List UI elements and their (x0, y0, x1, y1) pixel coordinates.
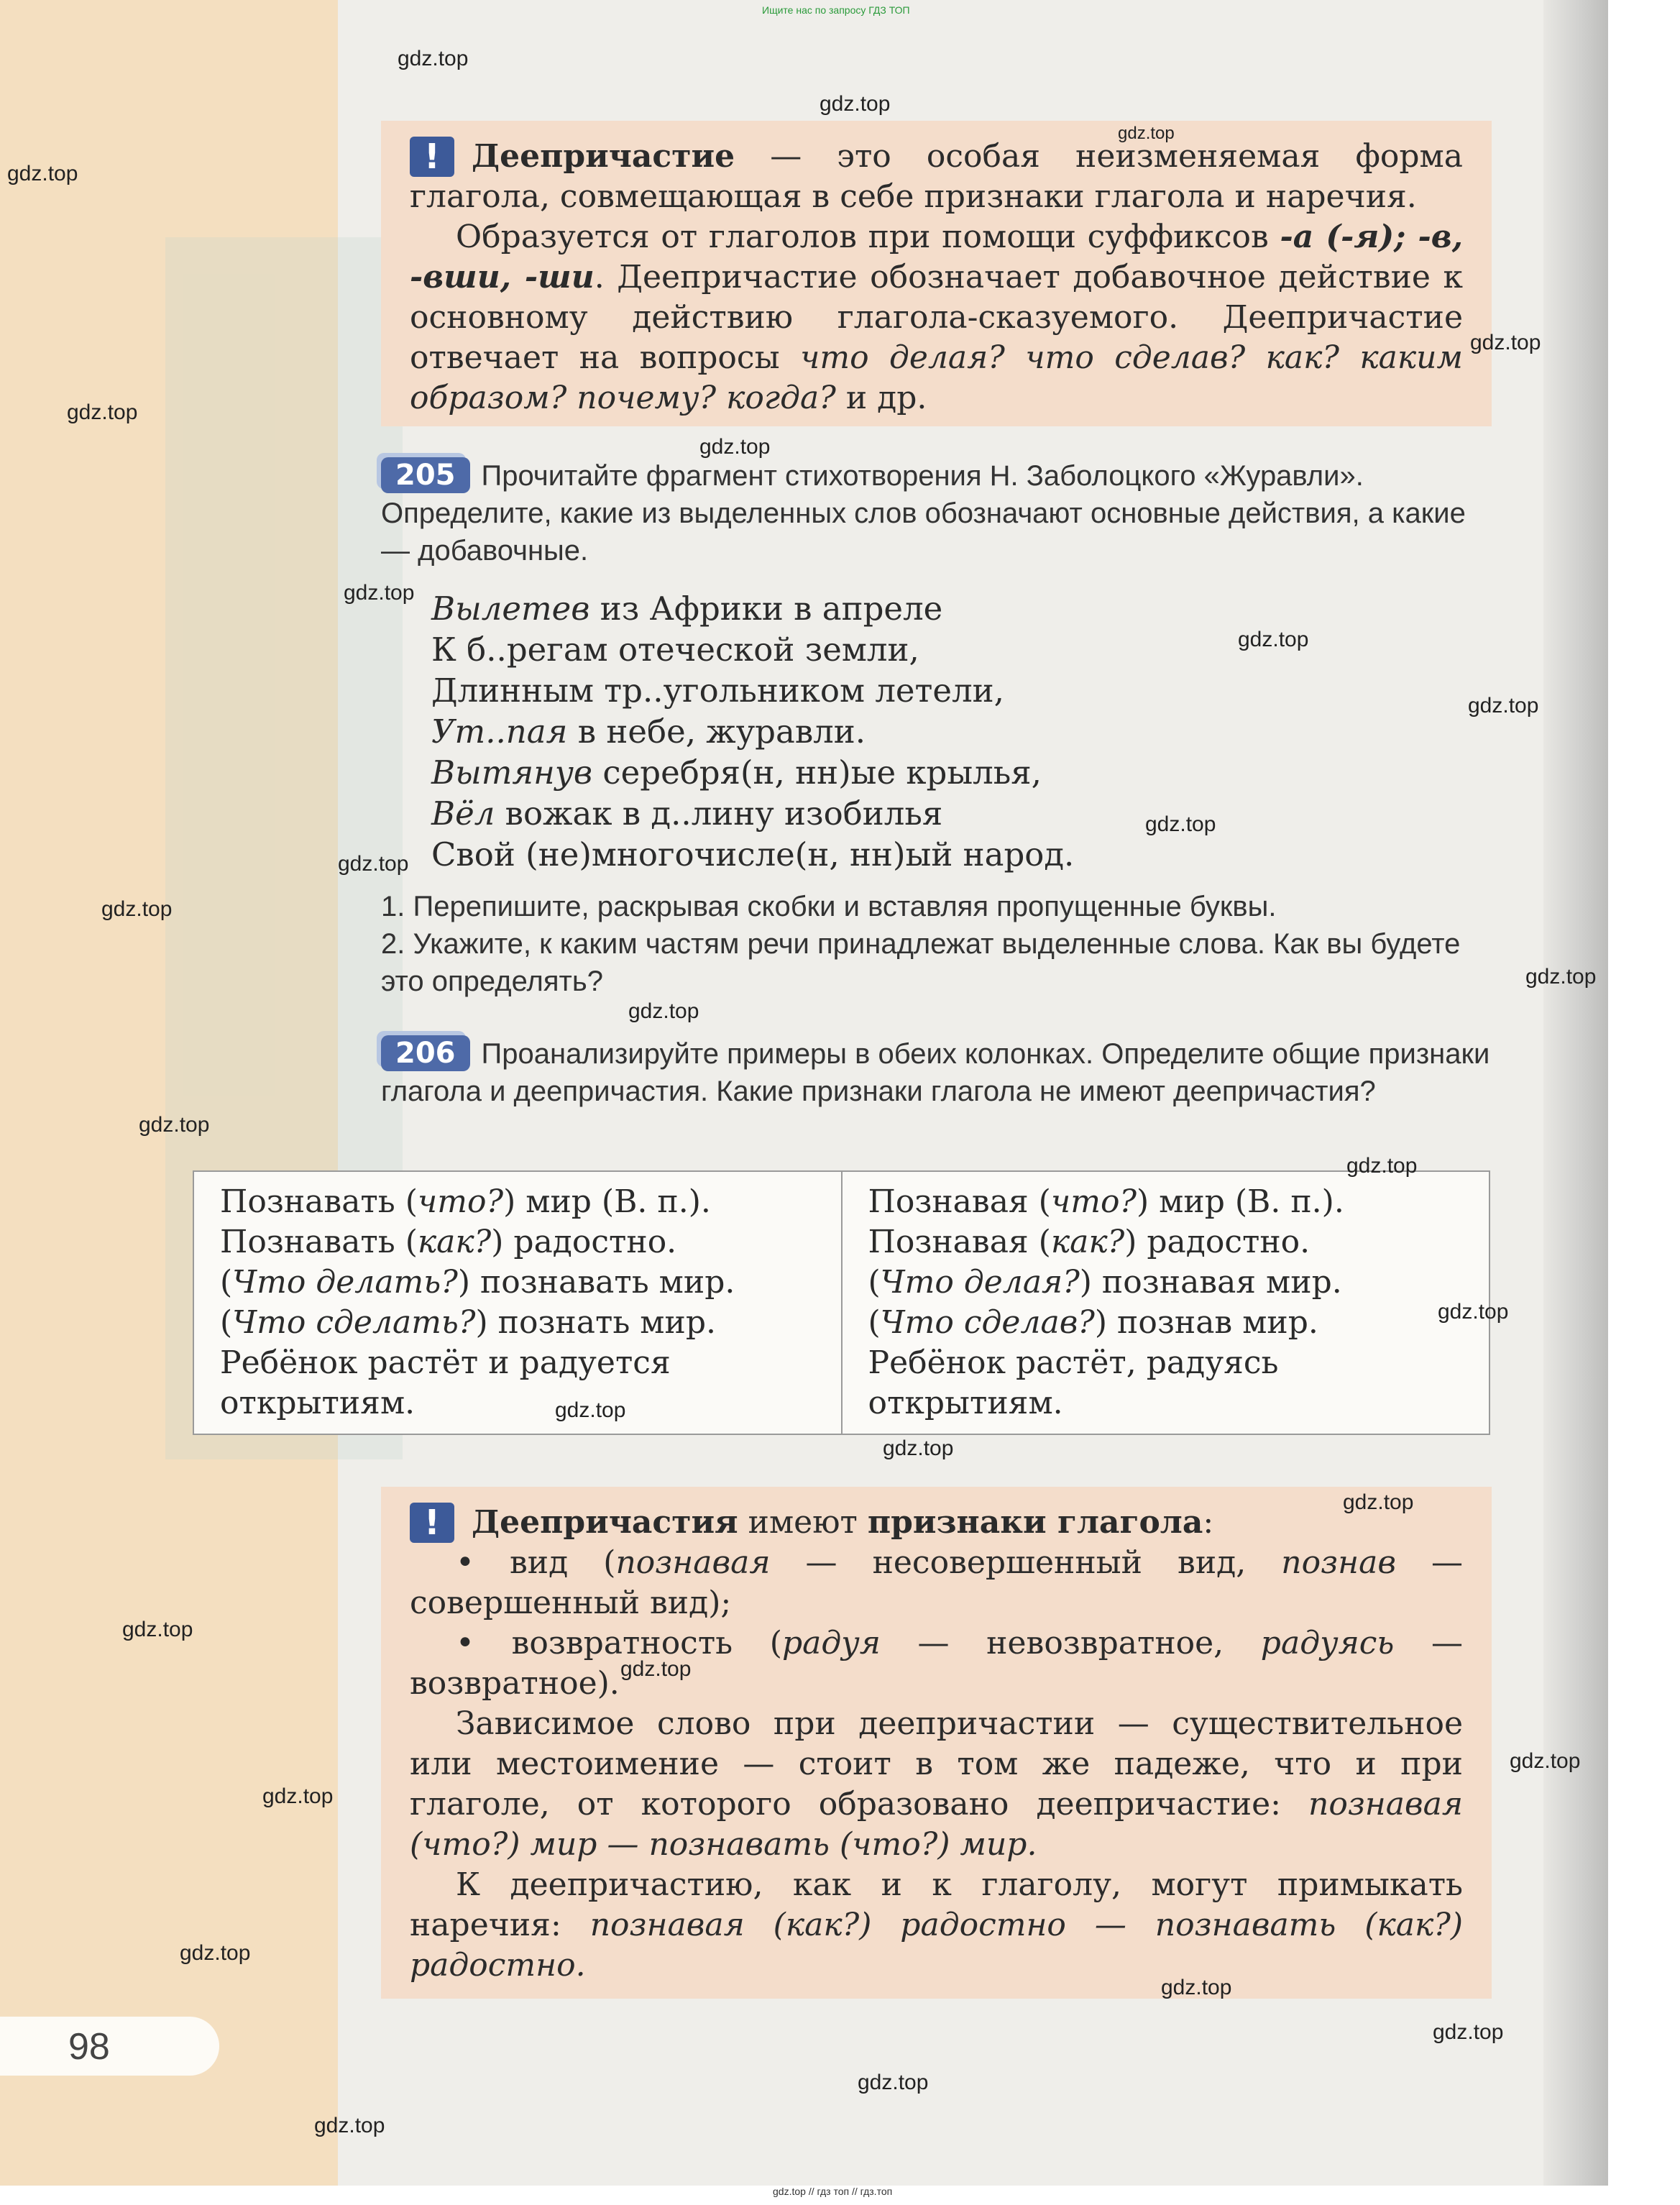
watermark: gdz.top (1118, 124, 1175, 143)
example-line: Познавая (как?) радостно. (868, 1224, 1311, 1260)
rule-heading: ! Деепричастия имеют признаки глагола: (410, 1503, 1463, 1543)
rule-paragraph: К деепричастию, как и к глаголу, могут примыкать наречия: познавая (как?) радостно — познавать (как?) радостно. (410, 1866, 1463, 1984)
example-line: (Что сделав?) познав мир. (868, 1304, 1318, 1341)
poem-line: Свой (не)многочисле(н, нн)ый народ. (431, 835, 1075, 874)
watermark: gdz.top (1433, 2020, 1504, 2044)
watermark: gdz.top (628, 999, 699, 1023)
rule-paragraph: Образуется от глаголов при помощи суффиксов -а (-я); -в, -вши, -ши. Деепричастие обозначает добавочное действие к основному действию глагола-сказуемого. Деепричастие отвечает на вопросы что делая? что сделав? как? каким образом? почему? когда? и др. (410, 219, 1464, 416)
exercise-instruction: Прочитайте фрагмент стихотворения Н. Заболоцкого «Журавли». Определите, какие из выделенных слов обозначают основные действия, а какие — добавочные. (381, 460, 1466, 567)
watermark: gdz.top (820, 92, 891, 116)
watermark: gdz.top (883, 1436, 954, 1460)
watermark: gdz.top (314, 2114, 385, 2137)
watermark: gdz.top (699, 435, 771, 459)
poem-line: Вытянув серебря(н, нн)ые крылья, (431, 753, 1042, 792)
verb-column (193, 1171, 842, 1434)
poem-line: Вёл вожак в д..лину изобилья (431, 794, 943, 833)
page-number: 98 (68, 2026, 110, 2068)
question-list: что делая? что сделав? как? каким образом? почему? когда? (410, 339, 1463, 416)
watermark: gdz.top (1343, 1490, 1414, 1514)
watermark: gdz.top (1470, 331, 1541, 354)
watermark: gdz.top (1438, 1300, 1509, 1324)
watermark: gdz.top (1510, 1749, 1581, 1773)
watermark: gdz.top (139, 1113, 210, 1137)
book-gutter (1543, 0, 1608, 2186)
exercise-instruction: Проанализируйте примеры в обеих колонках. Определите общие признаки глагола и деепричастия. Какие признаки глагола не имеют деепричастия? (381, 1038, 1490, 1107)
example-line: Ребёнок растёт и радуется открытиям. (220, 1344, 671, 1421)
watermark: gdz.top (1525, 965, 1597, 989)
poem-line: Ут..пая в небе, журавли. (431, 712, 866, 751)
watermark: gdz.top (1161, 1976, 1232, 1999)
watermark: gdz.top (398, 47, 469, 70)
exclamation-icon: ! (410, 137, 454, 177)
gerund-column (842, 1171, 1490, 1434)
watermark: gdz.top (262, 1784, 334, 1808)
example-line: (Что делать?) познавать мир. (220, 1264, 735, 1301)
rule-bullet: • вид (познавая — несовершенный вид, познав — совершенный вид); (410, 1544, 1463, 1621)
task-item: 2. Укажите, к каким частям речи принадлежат выделенные слова. Как вы будете это определять? (381, 928, 1461, 997)
exercise-number: 206 (381, 1035, 470, 1071)
example-line: (Что делая?) познавая мир. (868, 1264, 1342, 1301)
rule-paragraph: ! Деепричастие — это особая неизменяемая форма глагола, совмещающая в себе признаки глагола и наречия. (410, 137, 1463, 215)
watermark: gdz.top (1468, 694, 1539, 718)
suffix-list: -а (-я); -в, -вши, -ши (410, 219, 1464, 295)
rule-paragraph: Зависимое слово при деепричастии — существительное или местоимение — стоит в том же падеже, что и при глаголе, от которого образовано деепричастие: познавая (что?) мир — познавать (что?) мир. (410, 1705, 1463, 1863)
watermark: gdz.top (344, 581, 415, 605)
rule-box-definition (381, 121, 1492, 426)
watermark: gdz.top (101, 897, 173, 921)
bottom-note: gdz.top // гдз топ // гдз.топ (773, 2186, 893, 2197)
poem-line: Вылетев из Африки в апреле (431, 590, 943, 628)
example-line: Познавая (что?) мир (В. п.). (868, 1183, 1344, 1220)
comparison-table (193, 1170, 1490, 1435)
watermark: gdz.top (1346, 1154, 1418, 1178)
watermark: gdz.top (1238, 628, 1309, 651)
exercise-number: 205 (381, 457, 470, 493)
poem (431, 588, 1074, 875)
watermark: gdz.top (1145, 812, 1216, 836)
poem-line: Длинным тр..угольником летели, (431, 671, 1004, 710)
watermark: gdz.top (858, 2071, 929, 2094)
watermark: gdz.top (338, 852, 409, 876)
example-line: Познавать (как?) радостно. (220, 1224, 677, 1260)
watermark: gdz.top (620, 1657, 692, 1681)
watermark: gdz.top (7, 162, 78, 185)
exercise-205 (381, 457, 1492, 569)
example-line: (Что сделать?) познать мир. (220, 1304, 716, 1341)
watermark: gdz.top (180, 1941, 251, 1965)
top-note: Ищите нас по запросу ГДЗ ТОП (762, 4, 910, 16)
exercise-205-tasks (381, 888, 1492, 1000)
example-line: Познавать (что?) мир (В. п.). (220, 1183, 711, 1220)
poem-line: К б..регам отеческой земли, (431, 631, 919, 669)
watermark: gdz.top (67, 400, 138, 424)
exercise-206 (381, 1035, 1492, 1110)
task-item: 1. Перепишите, раскрывая скобки и вставляя пропущенные буквы. (381, 891, 1277, 922)
page-number-tab (0, 2017, 219, 2076)
example-line: Ребёнок растёт, радуясь открытиям. (868, 1344, 1279, 1421)
watermark: gdz.top (122, 1618, 193, 1641)
rule-term: Деепричастие (472, 138, 735, 175)
watermark: gdz.top (555, 1398, 626, 1422)
rule-box-features (381, 1487, 1492, 1999)
rule-bullet: • возвратность (радуя — невозвратное, радуясь — возвратное). (410, 1625, 1463, 1702)
exclamation-icon: ! (410, 1503, 454, 1543)
